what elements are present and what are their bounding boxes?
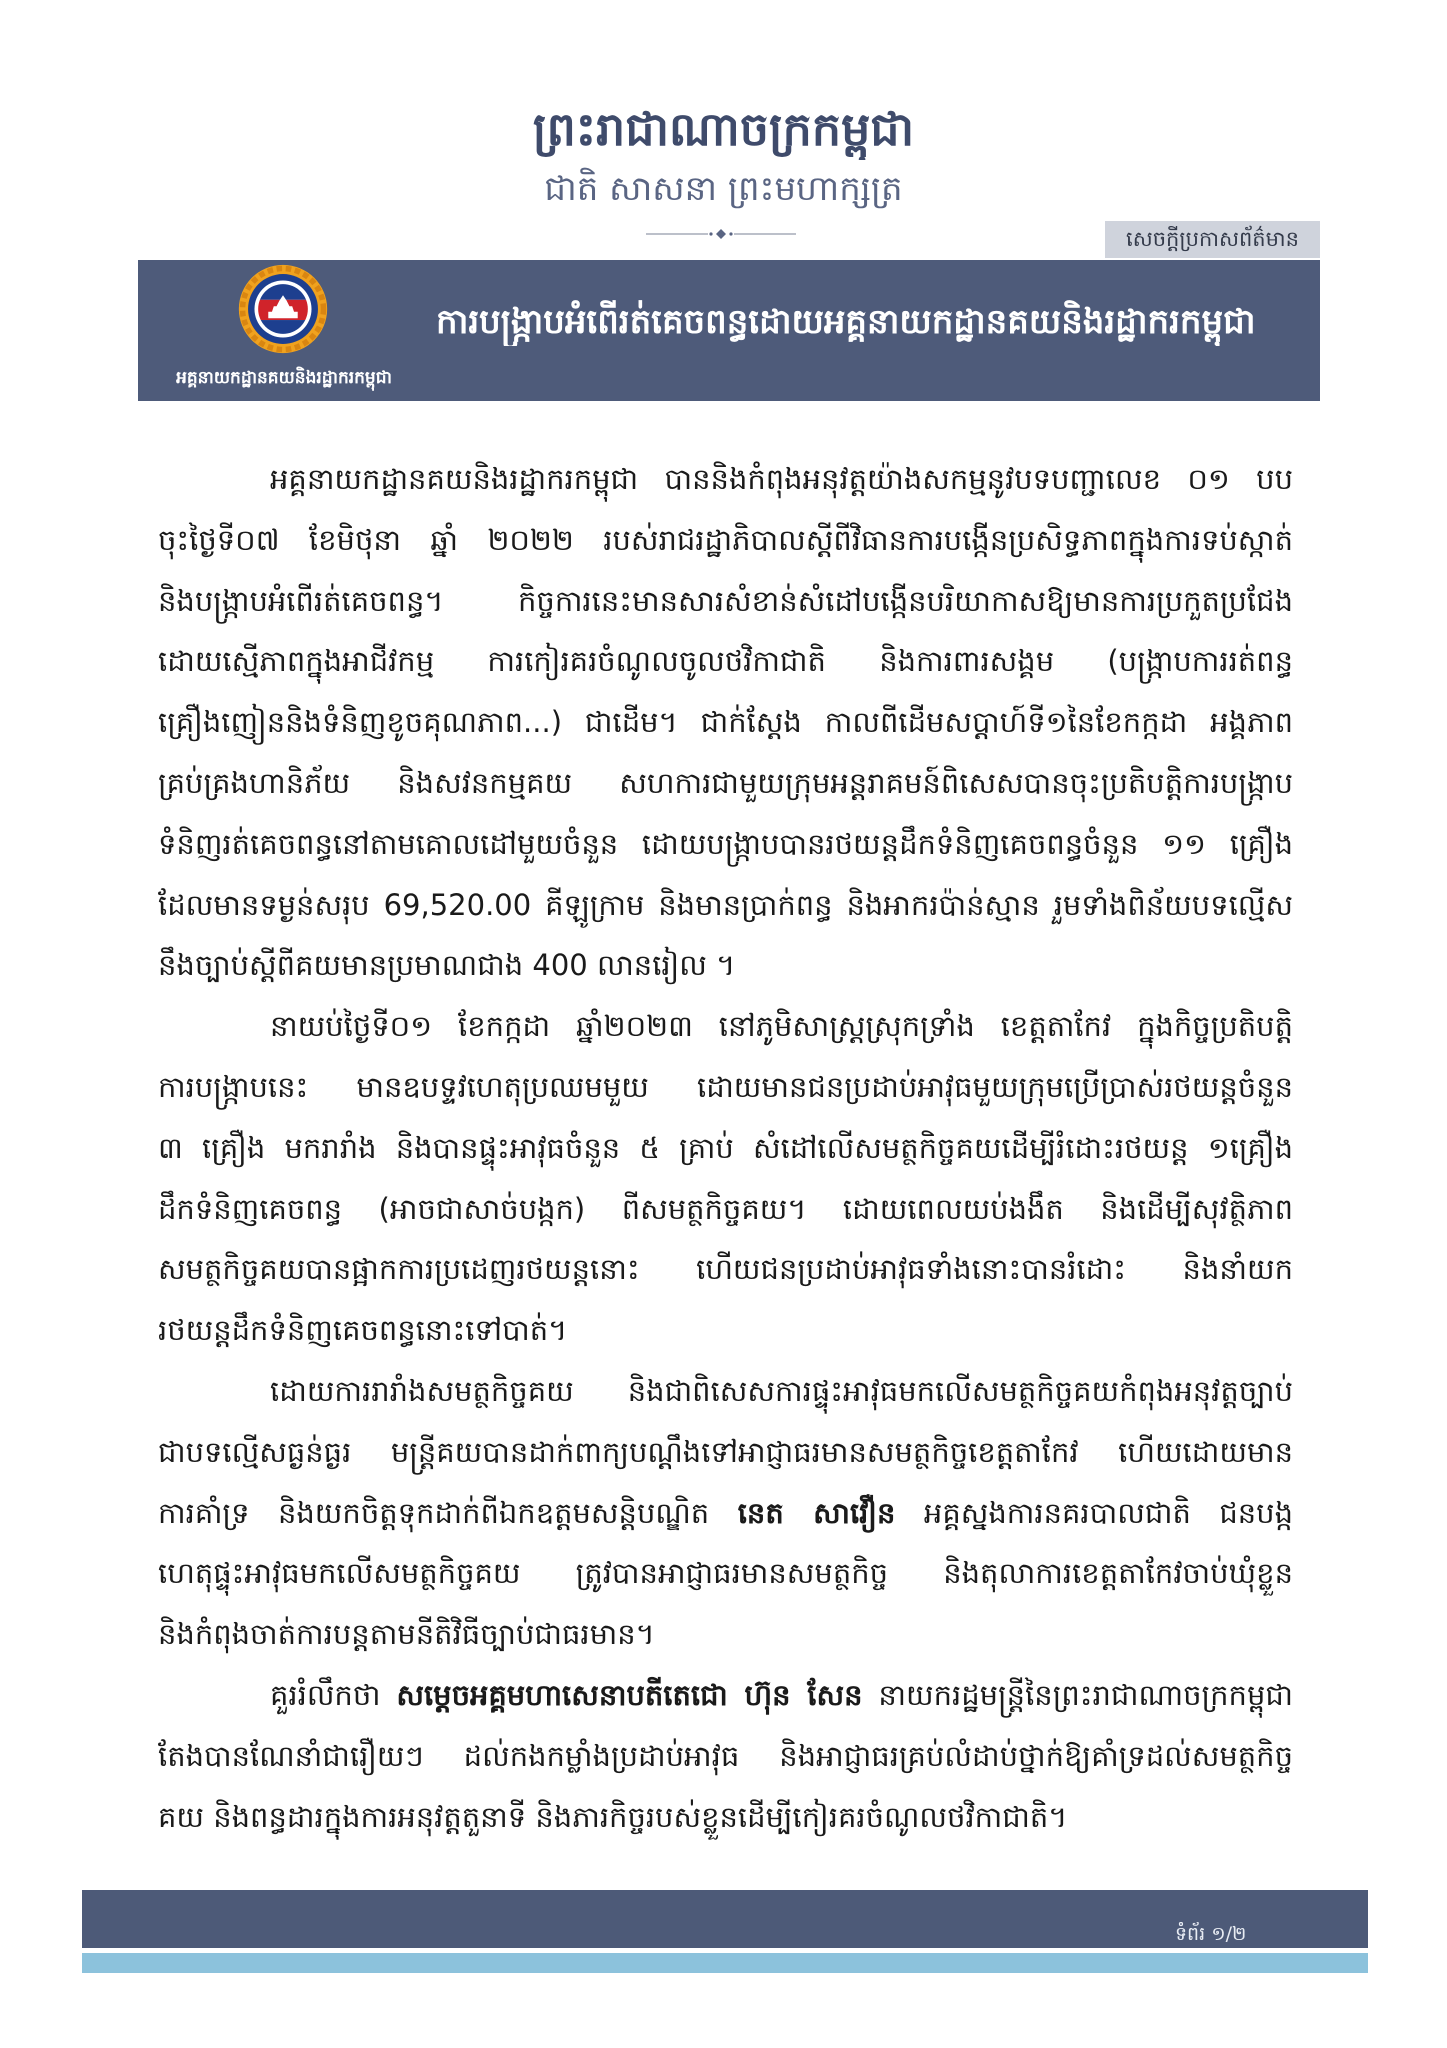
line-text: គួររំលឹកថា bbox=[270, 1677, 397, 1712]
body-line: ការបង្ក្រាបនេះ មានឧបទ្ទវហេតុប្រឈមមួយ ដោយមានជនប្រដាប់អាវុធមួយក្រុមប្រើប្រាស់រថយន្តចំនួន bbox=[158, 1069, 1293, 1104]
body-line: ទំនិញរត់គេចពន្ធនៅតាមគោលដៅមួយចំនួន ដោយបង្ក្រាបបានរថយន្តដឹកទំនិញគេចពន្ធចំនួន ១១ គ្រឿង bbox=[158, 826, 1293, 861]
body-line: នឹងច្បាប់ស្តីពីគយមានប្រមាណជាង 400 លានរៀល ។ bbox=[158, 948, 736, 983]
body-line: ដែលមានទម្ងន់សរុប 69,520.00 គីឡូក្រាម និងមានប្រាក់ពន្ធ និងអាករប៉ាន់ស្មាន រួមទាំងពិន័យបទល្មើស bbox=[158, 887, 1293, 922]
body-line: ចុះថ្ងៃទី០៧ ខែមិថុនា ឆ្នាំ ២០២២ របស់រាជរដ្ឋាភិបាលស្តីពីវិធានការបង្កើនប្រសិទ្ធភាពក្នុងការទប់ស្កាត់ bbox=[158, 522, 1293, 557]
body-line: សមត្ថកិច្ចគយបានផ្អាកការប្រដេញរថយន្តនោះ ហើយជនប្រដាប់អាវុធទាំងនោះបានរំដោះ និងនាំយក bbox=[158, 1252, 1293, 1287]
footer-accent-bar bbox=[82, 1953, 1368, 1973]
title-banner bbox=[138, 260, 1320, 401]
customs-emblem-icon bbox=[237, 263, 329, 355]
page-number: ទំព័រ ១/២ bbox=[1175, 1923, 1247, 1945]
line-text: អគ្គស្នងការនគរបាលជាតិ ជនបង្ក bbox=[895, 1495, 1293, 1530]
body-line bbox=[158, 1483, 1293, 1544]
body-line bbox=[158, 1665, 1293, 1726]
body-line: គយ និងពន្ធដារក្នុងការអនុវត្តតួនាទី និងភារកិច្ចរបស់ខ្លួនដើម្បីកៀរគរចំណូលថវិកាជាតិ។ bbox=[158, 1799, 1068, 1834]
footer-bar bbox=[82, 1890, 1368, 1948]
body-line: ហេតុផ្ទុះអាវុធមកលើសមត្ថកិច្ចគយ ត្រូវបានអាជ្ញាធរមានសមត្ថកិច្ច និងតុលាការខេត្តតាកែវចាប់ឃុំខ្លួន bbox=[158, 1556, 1293, 1591]
line-text: នាយករដ្ឋមន្ត្រីនៃព្រះរាជាណាចក្រកម្ពុជា bbox=[862, 1677, 1293, 1712]
body-line: នាយប់ថ្ងៃទី០១ ខែកក្កដា ឆ្នាំ២០២៣ នៅភូមិសាស្ត្រស្រុកទ្រាំង ខេត្តតាកែវ ក្នុងកិច្ចប្រតិបត្តិ bbox=[270, 1009, 1293, 1044]
national-motto: ជាតិ សាសនា ព្រះមហាក្សត្រ bbox=[544, 169, 903, 209]
body-line: និងកំពុងចាត់ការបន្តតាមនីតិវិធីច្បាប់ជាធរមាន។ bbox=[158, 1617, 655, 1652]
official-name: នេត សាវឿន bbox=[737, 1495, 896, 1530]
body-line: គ្រប់គ្រងហានិភ័យ និងសវនកម្មគយ សហការជាមួយក្រុមអន្តរាគមន៍ពិសេសបានចុះប្រតិបត្តិការបង្ក្រាប bbox=[158, 765, 1293, 800]
body-line: គ្រឿងញៀននិងទំនិញខូចគុណភាព...) ជាដើម។ ជាក់ស្តែង កាលពីដើមសប្តាហ៍ទី១នៃខែកក្កដា អង្គភាព bbox=[158, 705, 1293, 740]
body-line: និងបង្ក្រាបអំពើរត់គេចពន្ធ។ កិច្ចការនេះមានសារសំខាន់សំដៅបង្កើនបរិយាកាសឱ្យមានការប្រកួតប្រជែង bbox=[158, 583, 1293, 618]
banner-title: ការបង្ក្រាបអំពើរត់គេចពន្ធដោយអគ្គនាយកដ្ឋានគយនិងរដ្ឋាករកម្ពុជា bbox=[436, 302, 1256, 342]
kingdom-title: ព្រះរាជាណាចក្រកម្ពុជា bbox=[532, 102, 915, 156]
paragraph-2 bbox=[158, 996, 1293, 1361]
paragraph-1 bbox=[158, 449, 1293, 996]
ornamental-divider-icon bbox=[646, 226, 796, 242]
logo-caption: អគ្គនាយកដ្ឋានគយនិងរដ្ឋាករកម្ពុជា bbox=[176, 368, 392, 388]
line-text: ការគាំទ្រ និងយកចិត្តទុកដាក់ពីឯកឧត្តមសន្តិបណ្ឌិត bbox=[158, 1495, 738, 1530]
official-name: សម្តេចអគ្គមហាសេនាបតីតេជោ ហ៊ុន សែន bbox=[396, 1677, 863, 1712]
document-body bbox=[158, 449, 1293, 1847]
body-line: ដឹកទំនិញគេចពន្ធ (អាចជាសាច់បង្កក) ពីសមត្ថកិច្ចគយ។ ដោយពេលយប់ងងឹត និងដើម្បីសុវត្ថិភាព bbox=[158, 1191, 1293, 1226]
body-line: អគ្គនាយកដ្ឋានគយនិងរដ្ឋាករកម្ពុជា បាននិងកំពុងអនុវត្តយ៉ាងសកម្មនូវបទបញ្ជាលេខ ០១ បប bbox=[270, 462, 1293, 496]
body-line: ជាបទល្មើសធ្ងន់ធ្ងរ មន្ត្រីគយបានដាក់ពាក្យបណ្តឹងទៅអាជ្ញាធរមានសមត្ថកិច្ចខេត្តតាកែវ ហើយដោយមាន bbox=[158, 1434, 1293, 1469]
body-line: តែងបានណែនាំជារឿយៗ ដល់កងកម្លាំងប្រដាប់អាវុធ និងអាជ្ញាធរគ្រប់លំដាប់ថ្នាក់ឱ្យគាំទ្រដល់សមត្ថកិច្ច bbox=[158, 1738, 1293, 1773]
paragraph-3 bbox=[158, 1361, 1293, 1665]
press-release-label: សេចក្តីប្រកាសព័ត៌មាន bbox=[1105, 221, 1320, 258]
body-line: ដោយស្មើភាពក្នុងអាជីវកម្ម ការកៀរគរចំណូលចូលថវិកាជាតិ និងការពារសង្គម (បង្ក្រាបការរត់ពន្ធ bbox=[158, 644, 1293, 679]
body-line: ដោយការរារាំងសមត្ថកិច្ចគយ និងជាពិសេសការផ្ទុះអាវុធមកលើសមត្ថកិច្ចគយកំពុងអនុវត្តច្បាប់ bbox=[270, 1373, 1293, 1408]
paragraph-4 bbox=[158, 1665, 1293, 1847]
body-line: ៣ គ្រឿង មករារាំង និងបានផ្ទុះអាវុធចំនួន ៥ គ្រាប់ សំដៅលើសមត្ថកិច្ចគយដើម្បីរំដោះរថយន្ត ១គ្រឿង bbox=[158, 1130, 1293, 1165]
body-line: រថយន្តដឹកទំនិញគេចពន្ធនោះទៅបាត់។ bbox=[158, 1313, 568, 1348]
